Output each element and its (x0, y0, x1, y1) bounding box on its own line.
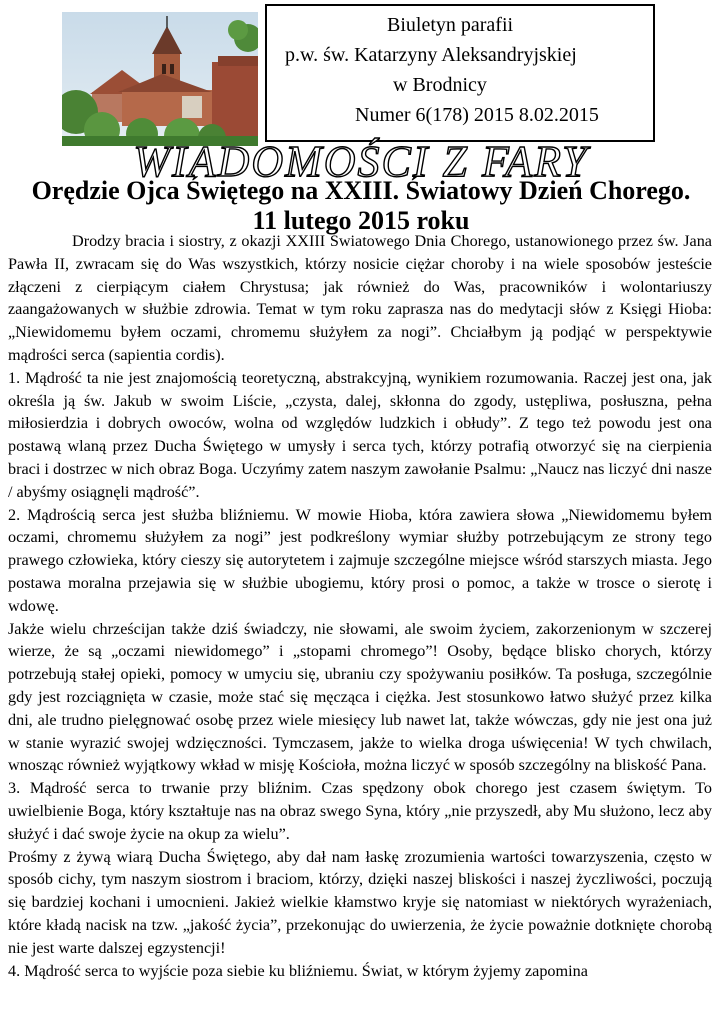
paragraph-point-3: 3. Mądrość serca to trwanie przy bliźnim. Czas spędzony obok chorego jest czasem świętym. To uwielbienie Boga, który kształtuje nas na obraz swego Syna, który „nie przyszedł, aby Mu służono, lecz aby służyć i dać swoje życie na okup za wielu”. (8, 779, 712, 843)
article-headline: Orędzie Ojca Świętego na XXIII. Światowy Dzień Chorego. 11 lutego 2015 roku (31, 176, 691, 235)
church-photo (62, 12, 258, 146)
article-body (8, 230, 712, 982)
parish-town: w Brodnicy (393, 74, 487, 96)
issue-number: Numer 6(178) 2015 8.02.2015 (355, 104, 599, 126)
newsletter-banner: WIADOMOŚCI Z FARY (133, 137, 589, 186)
paragraph-prayer: Prośmy z żywą wiarą Ducha Świętego, aby dał nam łaskę zrozumienia wartości towarzyszenia, często w sposób cichy, tym naszym siostrom i braciom, którzy, dzięki naszej bliskości i naszej życzliwości, poczują się bardziej kochani i umocnieni. Jakież wielkie kłamstwo kryje się natomiast w niektórych wyrażeniach, które kładą nacisk na tzw. „jakość życia”, przekonując do uwierzenia, że życie poważnie dotknięte chorobą nie jest warte dalszej egzystencji! (8, 847, 712, 957)
paragraph-intro: Drodzy bracia i siostry, z okazji XXIII Światowego Dnia Chorego, ustanowionego przez św. Jana Pawła II, zwracam się do Was wszystkich, którzy nosicie ciężar choroby i na wiele sposobów jesteście złączeni z cierpiącym ciałem Chrystusa; jak również do Was, pracowników i wolontariuszy zaangażowanych w służbie zdrowia. Temat w tym roku zaprasza nas do medytacji słów z Księgi Hioba: „Niewidomemu byłem oczami, chromemu służyłem za nogi”. Chciałbym ją podjąć w perspektywie mądrości serca (sapientia cordis). (8, 232, 712, 364)
church-illustration (62, 12, 258, 146)
paragraph-point-2: 2. Mądrością serca jest służba bliźniemu. W mowie Hioba, która zawiera słowa „Niewidomemu byłem oczami, chromemu służyłem za nogi” jest podkreślony wymiar służby potrzebującym ze strony tego prawego człowieka, który cieszy się autorytetem i zajmuje szczególne miejsce wśród starszych miasta. Jego postawa moralna przejawia się w służbie ubogiemu, który prosi o pomoc, a także w trosce o sierotę i wdowę. (8, 505, 712, 615)
paragraph-point-1: 1. Mądrość ta nie jest znajomością teoretyczną, abstrakcyjną, wynikiem rozumowania. Raczej jest ona, jak określa ją św. Jakub w swoim Liście, „czysta, dalej, skłonna do zgody, ustępliwa, posłuszna, pełna miłosierdzia i dobrych owoców, wolna od względów ludzkich i obłudy”. Z tego też powodu jest ona postawą wlaną przez Ducha Świętego w umysły i serca tych, którzy potrafią otworzyć się na cierpienia braci i dostrzec w nich obraz Boga. Uczyńmy zatem naszym zawołanie Psalmu: „Naucz nas liczyć dni nasze / abyśmy osiągnęli mądrość”. (8, 368, 712, 501)
parish-name: p.w. św. Katarzyny Aleksandryjskiej (285, 44, 577, 66)
paragraph-service: Jakże wielu chrześcijan także dziś świadczy, nie słowami, ale swoim życiem, zakorzenionym w szczerej wierze, że są „oczami niewidomego” i „stopami chromego”! Osoby, będące blisko chorych, którzy potrzebują stałej opieki, pomocy w umyciu się, ubraniu czy spożywaniu posiłków. Ta posługa, szczególnie gdy jest rozciągnięta w czasie, może stać się męcząca i ciężka. Jest stosunkowo łatwo służyć przez kilka dni, ale trudno pielęgnować osobę przez wiele miesięcy lub nawet lat, także wówczas, gdy nie jest ona już w stanie wyrazić swojej wdzięczności. Tymczasem, jakże to wielka droga uświęcenia! W tych chwilach, wnosząc również wyjątkowy wkład w misję Kościoła, można liczyć w sposób szczególny na bliskość Pana. (8, 619, 712, 775)
masthead-box (265, 4, 655, 142)
parish-bulletin-label: Biuletyn parafii (387, 14, 514, 36)
paragraph-point-4: 4. Mądrość serca to wyjście poza siebie ku bliźniemu. Świat, w którym żyjemy zapomina (8, 961, 588, 980)
